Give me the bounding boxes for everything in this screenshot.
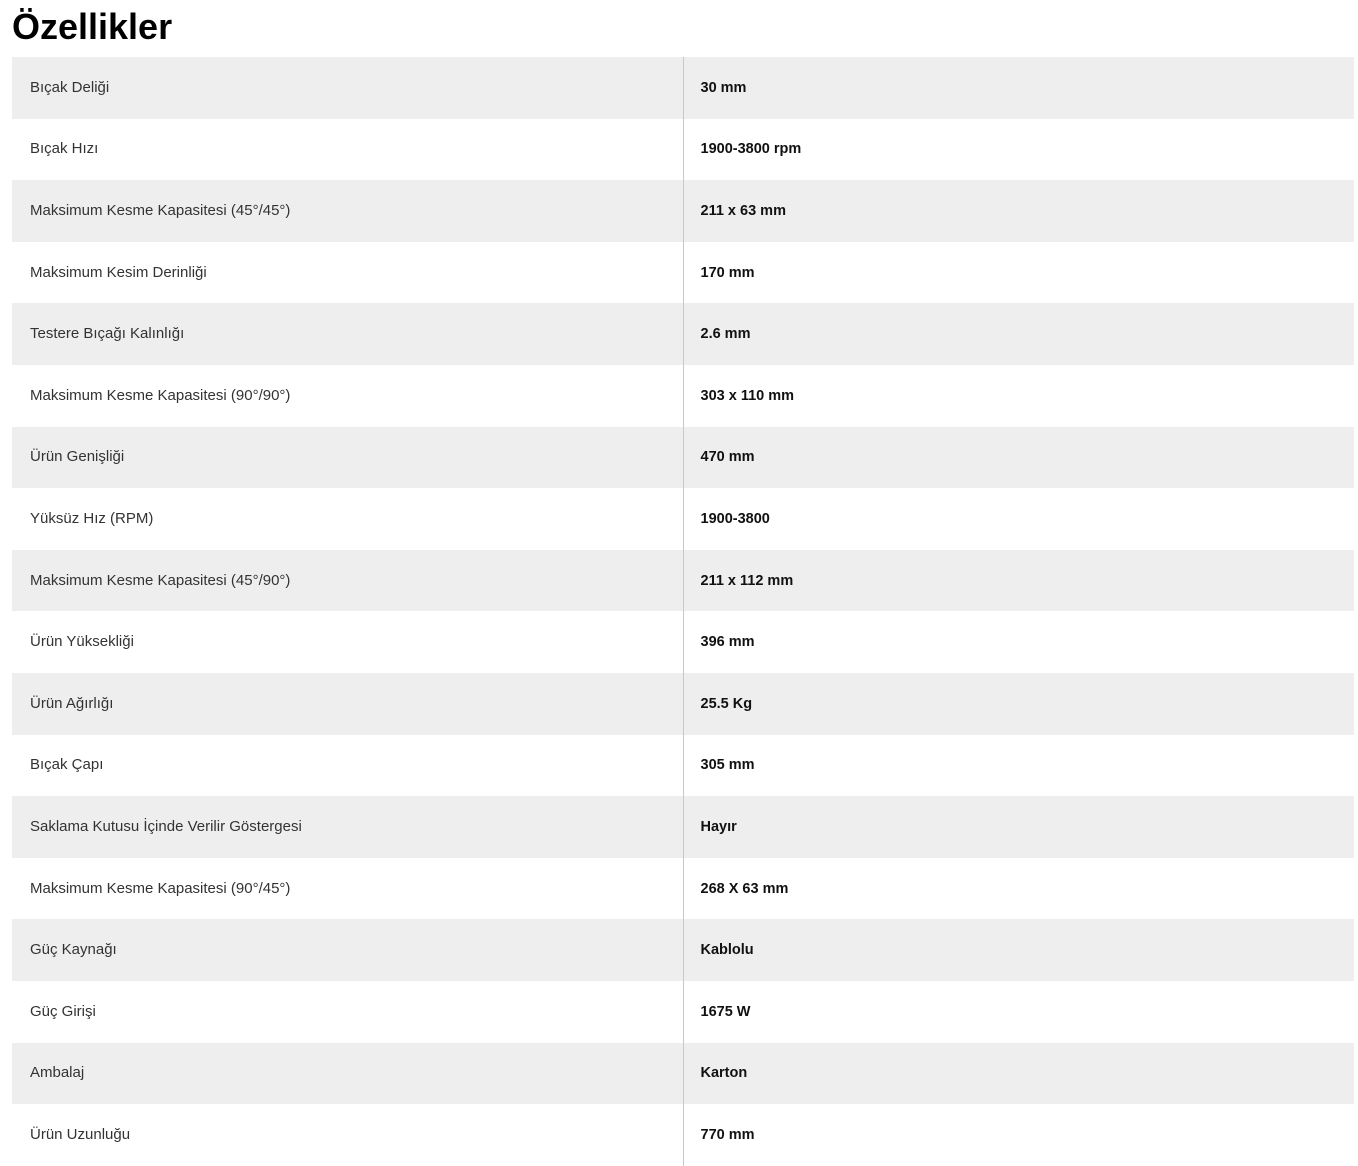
spec-row-max-cut-45-45 xyxy=(12,180,1354,242)
spec-value: 211 x 112 mm xyxy=(683,550,1354,612)
spec-value: 211 x 63 mm xyxy=(683,180,1354,242)
spec-label: Maksimum Kesim Derinliği xyxy=(12,242,683,304)
spec-value: 396 mm xyxy=(683,611,1354,673)
spec-row-product-height xyxy=(12,611,1354,673)
specifications-table xyxy=(12,57,1354,1166)
spec-row-no-load-speed xyxy=(12,488,1354,550)
spec-value: 268 X 63 mm xyxy=(683,858,1354,920)
spec-label: Maksimum Kesme Kapasitesi (45°/45°) xyxy=(12,180,683,242)
spec-value: 1900-3800 rpm xyxy=(683,119,1354,181)
spec-row-power-input xyxy=(12,981,1354,1043)
spec-value: 1675 W xyxy=(683,981,1354,1043)
spec-row-product-width xyxy=(12,427,1354,489)
spec-value: Kablolu xyxy=(683,919,1354,981)
spec-label: Yüksüz Hız (RPM) xyxy=(12,488,683,550)
spec-label: Testere Bıçağı Kalınlığı xyxy=(12,303,683,365)
spec-row-blade-thickness xyxy=(12,303,1354,365)
spec-row-power-source xyxy=(12,919,1354,981)
spec-label: Ambalaj xyxy=(12,1043,683,1105)
spec-label: Maksimum Kesme Kapasitesi (90°/90°) xyxy=(12,365,683,427)
spec-value: 30 mm xyxy=(683,57,1354,119)
spec-value: Hayır xyxy=(683,796,1354,858)
spec-value: 2.6 mm xyxy=(683,303,1354,365)
spec-row-blade-bore xyxy=(12,57,1354,119)
spec-row-blade-speed xyxy=(12,119,1354,181)
spec-value: 1900-3800 xyxy=(683,488,1354,550)
spec-value: 305 mm xyxy=(683,735,1354,797)
spec-row-max-cut-90-90 xyxy=(12,365,1354,427)
spec-label: Ürün Yüksekliği xyxy=(12,611,683,673)
spec-label: Ürün Uzunluğu xyxy=(12,1104,683,1166)
spec-label: Maksimum Kesme Kapasitesi (45°/90°) xyxy=(12,550,683,612)
spec-label: Ürün Genişliği xyxy=(12,427,683,489)
spec-label: Ürün Ağırlığı xyxy=(12,673,683,735)
spec-row-packaging xyxy=(12,1043,1354,1105)
spec-value: 170 mm xyxy=(683,242,1354,304)
specifications-table-body xyxy=(12,57,1354,1166)
spec-row-max-cut-45-90 xyxy=(12,550,1354,612)
spec-label: Bıçak Çapı xyxy=(12,735,683,797)
spec-label: Güç Kaynağı xyxy=(12,919,683,981)
spec-label: Maksimum Kesme Kapasitesi (90°/45°) xyxy=(12,858,683,920)
spec-row-max-cut-depth xyxy=(12,242,1354,304)
spec-value: Karton xyxy=(683,1043,1354,1105)
spec-value: 303 x 110 mm xyxy=(683,365,1354,427)
spec-row-max-cut-90-45 xyxy=(12,858,1354,920)
spec-row-product-length xyxy=(12,1104,1354,1166)
spec-row-storage-case xyxy=(12,796,1354,858)
spec-row-product-weight xyxy=(12,673,1354,735)
spec-value: 770 mm xyxy=(683,1104,1354,1166)
spec-value: 470 mm xyxy=(683,427,1354,489)
spec-value: 25.5 Kg xyxy=(683,673,1354,735)
page-title: Özellikler xyxy=(12,6,173,47)
spec-row-blade-diameter xyxy=(12,735,1354,797)
spec-label: Güç Girişi xyxy=(12,981,683,1043)
spec-label: Bıçak Deliği xyxy=(12,57,683,119)
spec-label: Saklama Kutusu İçinde Verilir Göstergesi xyxy=(12,796,683,858)
spec-label: Bıçak Hızı xyxy=(12,119,683,181)
